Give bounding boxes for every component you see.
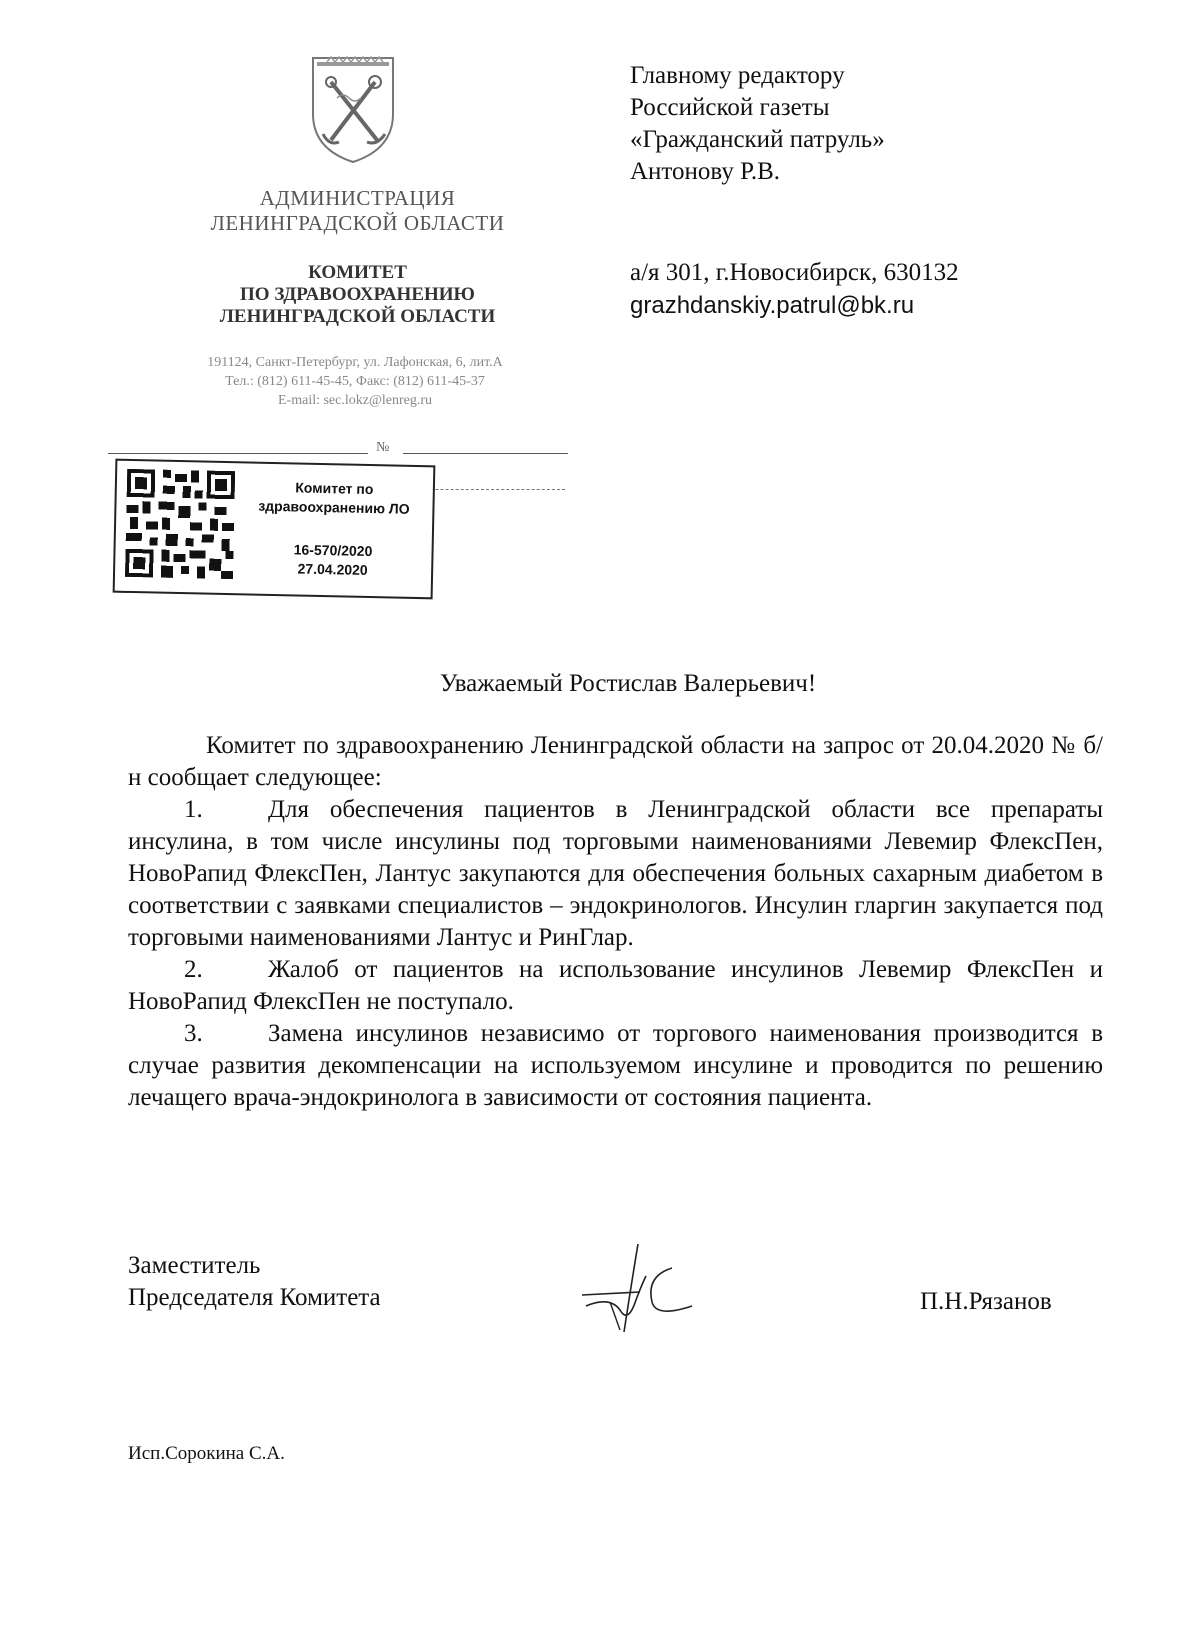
administration-line: АДМИНИСТРАЦИЯ <box>259 186 456 210</box>
stamp-reg-number: 16-570/2020 <box>293 541 373 560</box>
signer-name: П.Н.Рязанов <box>920 1288 1052 1315</box>
number-field-line <box>403 453 568 454</box>
salutation: Уважаемый Ростислав Валерьевич! <box>439 670 817 697</box>
number-sign: № <box>376 440 390 455</box>
item-text: Замена инсулинов независимо от торгового наименования производится в случае развития декомпенсации на используемом инсулине и проводится по решению лечащего врача-эндокринолога в зависимости от состояния пациента. <box>128 1020 1103 1111</box>
committee-line: ПО ЗДРАВООХРАНЕНИЮ <box>240 284 475 305</box>
item-number: 3. <box>184 1020 203 1047</box>
committee-heading <box>165 262 550 328</box>
stamp-org-line: Комитет по <box>295 479 374 498</box>
sender-contacts <box>140 353 570 410</box>
committee-line: ЛЕНИНГРАДСКОЙ ОБЛАСТИ <box>219 306 496 327</box>
letter-body <box>128 730 1103 1114</box>
addressee-email: grazhdanskiy.patrul@bk.ru <box>630 292 915 319</box>
stamp-date: 27.04.2020 <box>297 560 368 578</box>
addressee-line: «Гражданский патруль» <box>630 126 885 153</box>
addressee-block <box>630 60 885 188</box>
registration-stamp <box>113 459 436 600</box>
addressee-address <box>630 256 959 322</box>
addressee-line: Российской газеты <box>630 94 830 121</box>
sender-email: E-mail: sec.lokz@lenreg.ru <box>278 393 432 408</box>
outgoing-number-line <box>108 440 568 458</box>
stamp-registration <box>240 539 426 581</box>
administration-heading <box>165 186 550 236</box>
addressee-line: Антонову Р.В. <box>630 158 781 185</box>
item-text: Для обеспечения пациентов в Ленинградской области все препараты инсулина, в том числе инсулины под торговыми наименованиями Левемир ФлексПен, НовоРапид ФлексПен, Лантус закупаются для обеспечения больных сахарным диабетом в соответствии с заявками специалистов – эндокринологов. Инсулин гларгин закупается под торговыми наименованиями Лантус и РинГлар. <box>128 796 1103 951</box>
list-item <box>128 794 1103 954</box>
signer-position-line: Председателя Комитета <box>128 1284 381 1311</box>
stamp-organization <box>241 477 427 519</box>
addressee-line: Главному редактору <box>630 62 845 89</box>
executor-note: Исп.Сорокина С.А. <box>128 1443 285 1464</box>
sender-phone: Тел.: (812) 611-45-45, Факс: (812) 611-45-37 <box>225 374 485 389</box>
signer-position <box>128 1250 381 1314</box>
signer-position-line: Заместитель <box>128 1252 261 1279</box>
list-item <box>128 1018 1103 1114</box>
item-number: 1. <box>184 796 203 823</box>
postal-address: а/я 301, г.Новосибирск, 630132 <box>630 259 959 286</box>
list-item <box>128 954 1103 1018</box>
administration-line: ЛЕНИНГРАДСКОЙ ОБЛАСТИ <box>210 211 505 235</box>
committee-line: КОМИТЕТ <box>308 262 407 283</box>
stamp-org-line: здравоохранению ЛО <box>258 497 410 517</box>
item-number: 2. <box>184 956 203 983</box>
date-field-line <box>108 453 368 454</box>
handwritten-signature <box>580 1240 730 1340</box>
letter-intro: Комитет по здравоохранению Ленинградской области на запрос от 20.04.2020 № б/н сообщает следующее: <box>128 732 1103 791</box>
coat-of-arms-icon <box>303 54 403 166</box>
sender-address: 191124, Санкт-Петербург, ул. Лафонская, 6, лит.А <box>207 355 503 370</box>
item-text: Жалоб от пациентов на использование инсулинов Левемир ФлексПен и НовоРапид ФлексПен не поступало. <box>128 956 1103 1015</box>
qr-code-icon <box>125 469 235 579</box>
